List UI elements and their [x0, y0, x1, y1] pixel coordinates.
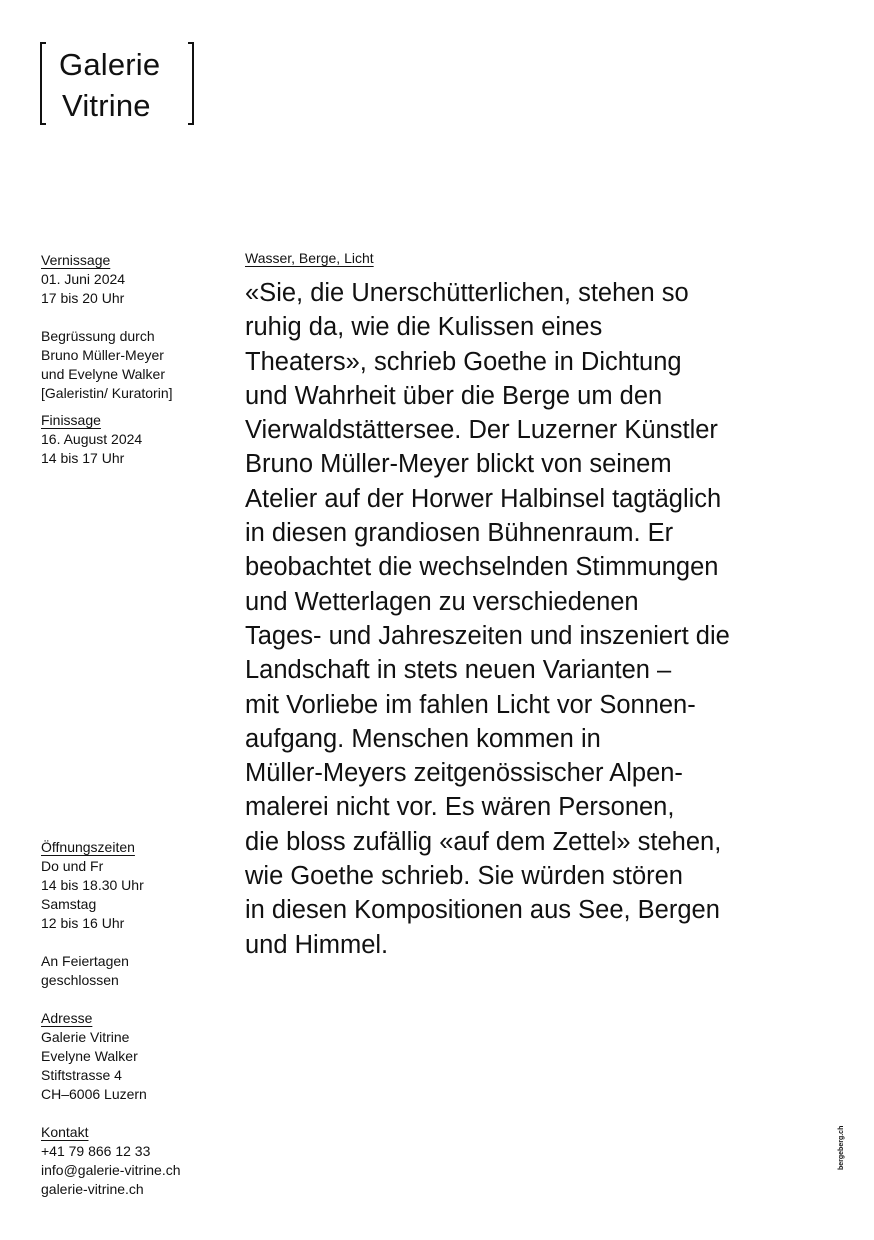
address-heading: Adresse	[41, 1010, 93, 1026]
address-line: Galerie Vitrine	[41, 1029, 130, 1045]
exhibition-title: Wasser, Berge, Licht	[245, 250, 374, 266]
description-line: und Wahrheit über die Berge um den	[245, 381, 663, 410]
opening-hours-line: Samstag	[41, 896, 97, 912]
logo-line-1: Galerie	[59, 47, 161, 82]
logo-bracket-right	[188, 42, 194, 125]
greeting-line: [Galeristin/ Kuratorin]	[41, 385, 173, 401]
description-line: in diesen grandiosen Bühnenraum. Er	[245, 519, 674, 548]
description-line: malerei nicht vor. Es wären Personen,	[245, 793, 675, 822]
info-block	[41, 838, 241, 1199]
opening-hours-heading: Öffnungszeiten	[41, 839, 135, 855]
address-line: Stiftstrasse 4	[41, 1067, 122, 1083]
contact-heading: Kontakt	[41, 1124, 89, 1140]
description-line: Vierwaldstättersee. Der Luzerner Künstler	[245, 416, 718, 445]
gallery-logo	[40, 42, 194, 125]
contact-website[interactable]: galerie-vitrine.ch	[41, 1181, 144, 1197]
holiday-note: An Feiertagen	[41, 953, 129, 969]
vernissage-heading: Vernissage	[41, 252, 111, 268]
description-line: Landschaft in stets neuen Varianten –	[245, 656, 672, 685]
opening-hours-line: 14 bis 18.30 Uhr	[41, 877, 144, 893]
contact-phone[interactable]: +41 79 866 12 33	[41, 1143, 151, 1159]
holiday-note: geschlossen	[41, 972, 119, 988]
description-line: Müller-Meyers zeitgenössischer Alpen-	[245, 759, 683, 788]
description-line: und Himmel.	[245, 930, 389, 959]
vernissage-time: 17 bis 20 Uhr	[41, 290, 125, 306]
description-line: Theaters», schrieb Goethe in Dichtung	[245, 347, 682, 376]
logo-line-2: Vitrine	[62, 88, 151, 123]
description-line: und Wetterlagen zu verschiedenen	[245, 587, 639, 616]
description-line: wie Goethe schrieb. Sie würden stören	[245, 862, 683, 891]
address-line: CH–6006 Luzern	[41, 1086, 147, 1102]
description-line: beobachtet die wechselnden Stimmungen	[245, 553, 719, 582]
finissage-time: 14 bis 17 Uhr	[41, 450, 125, 466]
opening-hours-line: Do und Fr	[41, 858, 104, 874]
description-line: die bloss zufällig «auf dem Zettel» stehen,	[245, 827, 722, 856]
event-dates-block	[41, 251, 241, 468]
description-line: Atelier auf der Horwer Halbinsel tagtäglich	[245, 484, 722, 513]
description-line: «Sie, die Unerschütterlichen, stehen so	[245, 279, 689, 307]
finissage-heading: Finissage	[41, 412, 101, 428]
greeting-line: Bruno Müller-Meyer	[41, 347, 164, 363]
greeting-line: Begrüssung durch	[41, 328, 155, 344]
exhibition-description	[245, 276, 855, 962]
contact-email[interactable]: info@galerie-vitrine.ch	[41, 1162, 181, 1178]
address-line: Evelyne Walker	[41, 1048, 138, 1064]
description-line: in diesen Kompositionen aus See, Bergen	[245, 896, 720, 925]
description-line: aufgang. Menschen kommen in	[245, 724, 601, 753]
greeting-line: und Evelyne Walker	[41, 366, 165, 382]
description-line: Tages- und Jahreszeiten und inszeniert die	[245, 621, 730, 650]
finissage-date: 16. August 2024	[41, 431, 143, 447]
logo-bracket-left	[40, 42, 46, 125]
description-line: ruhig da, wie die Kulissen eines	[245, 313, 603, 342]
opening-hours-line: 12 bis 16 Uhr	[41, 915, 125, 931]
description-line: mit Vorliebe im fahlen Licht vor Sonnen-	[245, 690, 696, 719]
description-line: Bruno Müller-Meyer blickt von seinem	[245, 450, 672, 479]
vernissage-date: 01. Juni 2024	[41, 271, 126, 287]
designer-credit: bergeberg.ch	[838, 1125, 845, 1170]
